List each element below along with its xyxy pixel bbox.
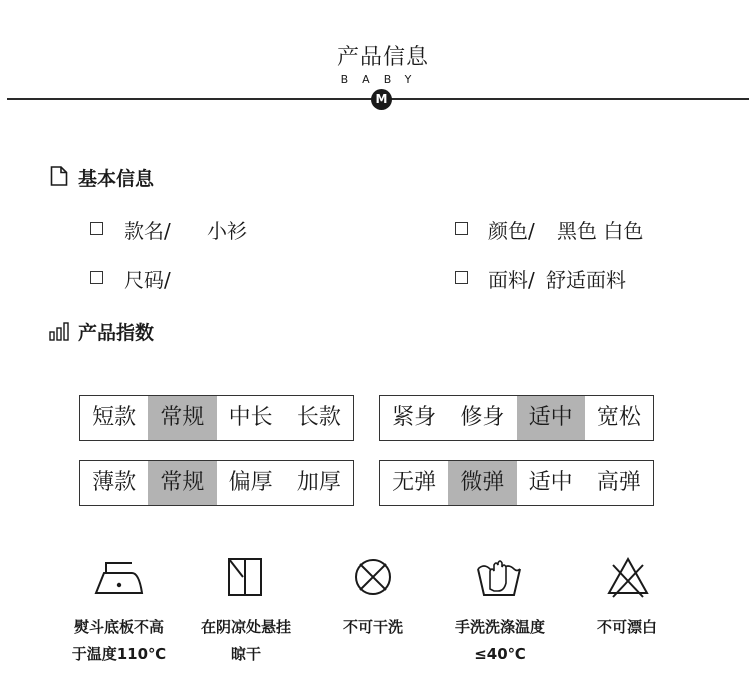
index-option: 偏厚 (228, 470, 273, 495)
index-option: 紧身 (392, 405, 437, 430)
checkbox (90, 222, 103, 235)
product-index-heading: 产品指数 (78, 322, 155, 344)
index-option: 适中 (528, 470, 573, 495)
color-value: 黑色 白色 (557, 219, 644, 243)
checkbox (455, 222, 468, 235)
size-badge: M (371, 89, 392, 110)
index-option: 中长 (228, 405, 273, 430)
care-label-hand-wash: 手洗洗涤温度 ≤40℃ (454, 618, 545, 663)
care-label-iron: 熨斗底板不高 于温度110℃ (71, 618, 167, 663)
no-bleach-icon (601, 553, 655, 601)
care-label-no-bleach: 不可漂白 (596, 618, 657, 636)
index-option: 高弹 (596, 470, 641, 495)
size-label: 尺码/ (124, 268, 171, 292)
index-option: 加厚 (296, 470, 341, 495)
style-name-label: 款名/ (124, 219, 171, 243)
page-title: 产品信息 (336, 45, 429, 70)
elasticity-index (379, 460, 654, 506)
index-option: 短款 (92, 405, 137, 430)
length-index (79, 395, 354, 441)
index-option: 修身 (460, 405, 505, 430)
index-option: 宽松 (596, 405, 641, 430)
hand-wash-icon (472, 553, 526, 601)
index-option-selected: 适中 (517, 396, 585, 440)
fabric-value: 舒适面料 (546, 268, 626, 292)
index-option-selected: 常规 (148, 396, 216, 440)
index-option-selected: 常规 (148, 461, 216, 505)
basic-info-heading: 基本信息 (78, 168, 155, 190)
shade-dry-icon (219, 553, 273, 601)
index-option-selected: 微弹 (448, 461, 516, 505)
document-icon (50, 166, 68, 186)
checkbox (90, 271, 103, 284)
bar-chart-icon (49, 321, 71, 341)
index-option: 无弹 (392, 470, 437, 495)
style-name-value: 小衫 (207, 219, 247, 243)
color-label: 颜色/ (488, 219, 535, 243)
checkbox (455, 271, 468, 284)
no-dry-clean-icon (346, 553, 400, 601)
fabric-label: 面料/ (488, 268, 535, 292)
index-option: 薄款 (92, 470, 137, 495)
fit-index (379, 395, 654, 441)
care-label-no-dry-clean: 不可干洗 (342, 618, 403, 636)
care-label-shade-dry: 在阴凉处悬挂 晾干 (200, 618, 291, 663)
page-subtitle: BABY (340, 73, 426, 86)
thickness-index (79, 460, 354, 506)
iron-icon (92, 553, 146, 601)
index-option: 长款 (296, 405, 341, 430)
